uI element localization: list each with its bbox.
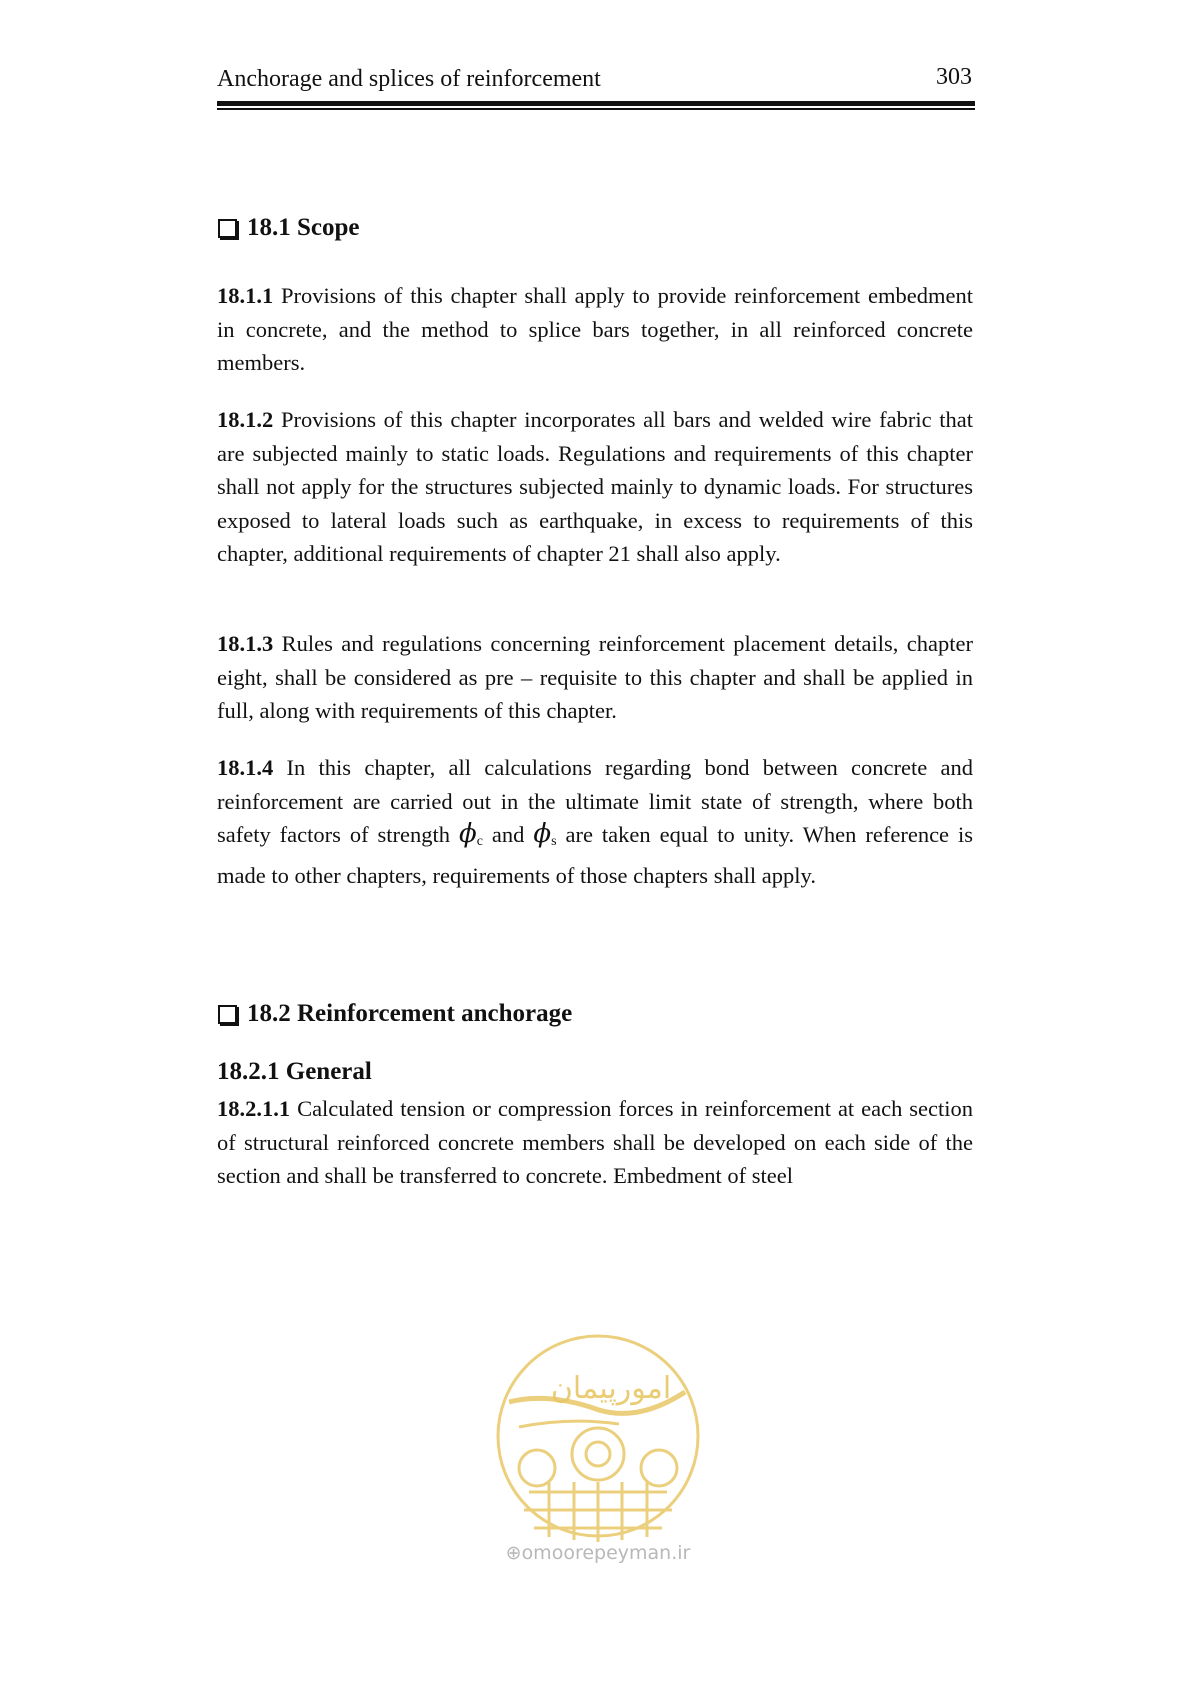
section-title: 18.1 Scope	[247, 214, 360, 241]
section-heading-18-2	[217, 1000, 572, 1028]
phi-symbol: ϕ	[459, 819, 477, 849]
clause-text: Calculated tension or compression forces in reinforcement at each section of structural reinforced concrete members shall be developed on each side of the section and shall be transferred to concrete. Embedment of steel	[217, 1096, 973, 1188]
header-rule-thin	[217, 108, 975, 110]
clause-text: Provisions of this chapter shall apply to provide reinforcement embedment in concrete, and the method to splice bars together, in all reinforced concrete members.	[217, 283, 973, 375]
clause-text: In this chapter, all calculations regarding bond between concrete and reinforcement are carried out in the ultimate limit state of strength, where both safety factors of strength	[217, 755, 973, 847]
section-heading-18-1	[217, 214, 360, 242]
clause-text: Rules and regulations concerning reinforcement placement details, chapter eight, shall be considered as pre – requisite to this chapter and shall be applied in full, along with requirements of this chapter.	[217, 631, 973, 723]
subsection-heading-18-2-1: 18.2.1 General	[217, 1058, 372, 1085]
paragraph-18-1-4	[217, 751, 973, 892]
clause-number: 18.2.1.1	[217, 1096, 291, 1121]
paragraph-18-1-3	[217, 627, 973, 728]
clause-text: and	[482, 822, 534, 847]
subscript-c: c	[476, 834, 483, 849]
header-rule-thick	[217, 101, 975, 106]
phi-symbol: ϕ	[533, 819, 552, 849]
checkbox-bullet-icon	[218, 1005, 237, 1024]
subscript-s: s	[551, 834, 557, 849]
running-title: Anchorage and splices of reinforcement	[217, 66, 601, 92]
globe-icon: ⊕	[505, 1542, 522, 1564]
watermark-logo-text: امورپیمان	[550, 1371, 672, 1406]
section-title: 18.2 Reinforcement anchorage	[247, 1000, 573, 1027]
clause-number: 18.1.4	[217, 755, 274, 780]
clause-number: 18.1.2	[217, 407, 274, 432]
clause-number: 18.1.3	[217, 631, 274, 656]
paragraph-18-1-2	[217, 403, 973, 571]
clause-text: Provisions of this chapter incorporates all bars and welded wire fabric that are subjected mainly to static loads. Regulations and requirements of this chapter shall not apply for the structures subjected mainly to dynamic loads. For structures exposed to lateral loads such as earthquake, in excess to requirements of this chapter, additional requirements of chapter 21 shall also apply.	[217, 407, 973, 566]
clause-number: 18.1.1	[217, 283, 274, 308]
watermark-logo	[489, 1332, 707, 1570]
clause-text: are taken equal to unity. When reference is made to other chapters, requirements of those chapters shall apply.	[217, 822, 973, 888]
checkbox-bullet-icon	[218, 219, 237, 238]
paragraph-18-2-1-1	[217, 1092, 973, 1193]
paragraph-18-1-1	[217, 279, 973, 380]
watermark-emblem-icon	[489, 1332, 707, 1542]
page-number: 303	[936, 64, 972, 90]
watermark-url	[489, 1542, 707, 1564]
watermark-url-text: omoorepeyman.ir	[521, 1542, 691, 1564]
